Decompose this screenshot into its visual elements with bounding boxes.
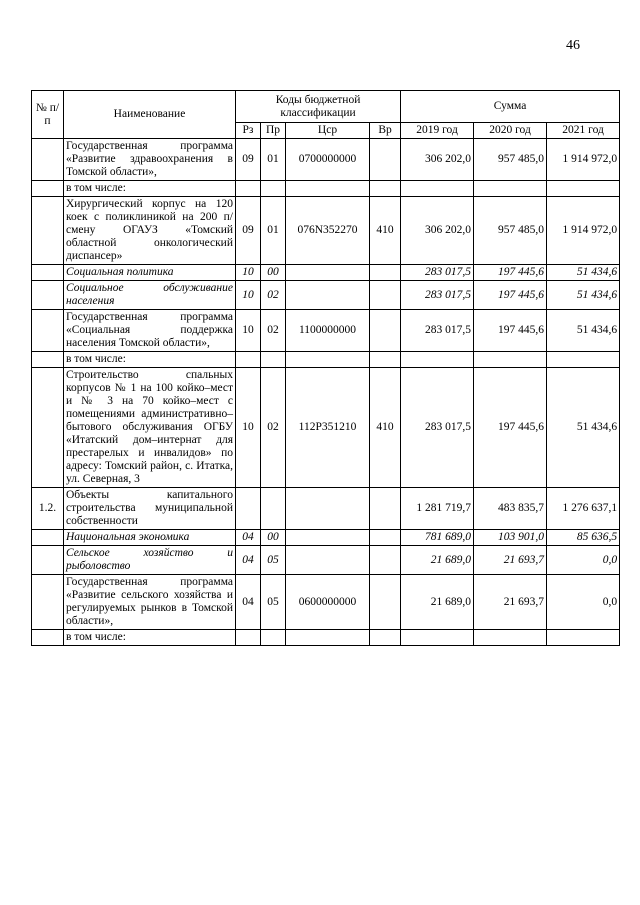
table-row <box>32 546 620 575</box>
row-name: Социальное обслуживание населения <box>64 281 236 310</box>
row-rz: 10 <box>236 310 261 352</box>
row-2020: 197 445,6 <box>474 310 547 352</box>
table-row <box>32 488 620 530</box>
row-number <box>32 139 64 181</box>
header-codes: Коды бюджетной классификации <box>236 91 401 123</box>
row-2021 <box>547 181 620 197</box>
row-csr <box>286 546 370 575</box>
row-number <box>32 630 64 646</box>
row-pr: 05 <box>261 575 286 630</box>
row-2019 <box>401 630 474 646</box>
table-row <box>32 181 620 197</box>
row-2019: 306 202,0 <box>401 197 474 265</box>
header-2019: 2019 год <box>401 123 474 139</box>
row-pr: 02 <box>261 368 286 488</box>
row-2021: 1 914 972,0 <box>547 197 620 265</box>
row-number <box>32 575 64 630</box>
row-rz: 10 <box>236 368 261 488</box>
row-2020: 957 485,0 <box>474 139 547 181</box>
row-pr <box>261 630 286 646</box>
row-number <box>32 265 64 281</box>
row-name: в том числе: <box>64 630 236 646</box>
page-number: 46 <box>566 38 580 53</box>
row-2019: 283 017,5 <box>401 310 474 352</box>
row-2021: 85 636,5 <box>547 530 620 546</box>
row-2021: 51 434,6 <box>547 265 620 281</box>
row-2020: 21 693,7 <box>474 546 547 575</box>
table-row <box>32 368 620 488</box>
row-number <box>32 530 64 546</box>
row-name: Строительство спальных корпусов № 1 на 100 койко–мест и № 3 на 70 койко–мест с помещениями административно–бытового обслуживания ОГБУ «Итатский дом–интернат для престарелых и инвалидов» по адресу: Томский район, с. Итатка, ул. Северная, 3 <box>64 368 236 488</box>
row-2021 <box>547 352 620 368</box>
row-name: в том числе: <box>64 181 236 197</box>
row-2019: 283 017,5 <box>401 265 474 281</box>
row-csr <box>286 530 370 546</box>
row-2020: 197 445,6 <box>474 281 547 310</box>
row-2020 <box>474 630 547 646</box>
row-rz <box>236 352 261 368</box>
row-name: в том числе: <box>64 352 236 368</box>
table-row <box>32 310 620 352</box>
row-vr: 410 <box>370 368 401 488</box>
row-csr: 0700000000 <box>286 139 370 181</box>
row-csr: 076N352270 <box>286 197 370 265</box>
header-name: Наименование <box>64 91 236 139</box>
row-2021: 51 434,6 <box>547 281 620 310</box>
row-number <box>32 197 64 265</box>
row-name: Социальная политика <box>64 265 236 281</box>
row-2019: 1 281 719,7 <box>401 488 474 530</box>
row-rz: 04 <box>236 530 261 546</box>
row-rz: 04 <box>236 546 261 575</box>
table-row <box>32 265 620 281</box>
row-2019: 781 689,0 <box>401 530 474 546</box>
table-row <box>32 352 620 368</box>
header-sum: Сумма <box>401 91 620 123</box>
table-row <box>32 197 620 265</box>
row-2020: 483 835,7 <box>474 488 547 530</box>
row-csr: 0600000000 <box>286 575 370 630</box>
row-number <box>32 281 64 310</box>
row-2021: 0,0 <box>547 546 620 575</box>
header-csr: Цср <box>286 123 370 139</box>
row-pr <box>261 488 286 530</box>
table-row <box>32 630 620 646</box>
row-rz <box>236 488 261 530</box>
row-vr <box>370 575 401 630</box>
row-vr <box>370 530 401 546</box>
row-2021 <box>547 630 620 646</box>
header-vr: Вр <box>370 123 401 139</box>
row-rz: 09 <box>236 197 261 265</box>
row-number <box>32 352 64 368</box>
table-row <box>32 139 620 181</box>
row-2019: 283 017,5 <box>401 281 474 310</box>
row-number <box>32 181 64 197</box>
row-name: Государственная программа «Развитие здравоохранения в Томской области», <box>64 139 236 181</box>
row-2019: 21 689,0 <box>401 575 474 630</box>
row-vr <box>370 281 401 310</box>
row-pr: 00 <box>261 530 286 546</box>
row-2019: 21 689,0 <box>401 546 474 575</box>
row-2021: 0,0 <box>547 575 620 630</box>
row-vr <box>370 265 401 281</box>
row-name: Государственная программа «Социальная поддержка населения Томской области», <box>64 310 236 352</box>
row-name: Объекты капитального строительства муниципальной собственности <box>64 488 236 530</box>
row-2019: 283 017,5 <box>401 368 474 488</box>
row-csr: 1100000000 <box>286 310 370 352</box>
row-vr <box>370 310 401 352</box>
row-2019 <box>401 352 474 368</box>
header-2020: 2020 год <box>474 123 547 139</box>
row-2021: 1 914 972,0 <box>547 139 620 181</box>
row-number <box>32 368 64 488</box>
row-number <box>32 546 64 575</box>
row-vr <box>370 488 401 530</box>
row-csr <box>286 488 370 530</box>
row-pr: 02 <box>261 310 286 352</box>
row-vr: 410 <box>370 197 401 265</box>
row-csr <box>286 181 370 197</box>
row-name: Хирургический корпус на 120 коек с поликлиникой на 200 п/смену ОГАУЗ «Томский областной онкологический диспансер» <box>64 197 236 265</box>
row-rz: 04 <box>236 575 261 630</box>
row-pr: 05 <box>261 546 286 575</box>
row-vr <box>370 630 401 646</box>
row-2020: 21 693,7 <box>474 575 547 630</box>
row-vr <box>370 352 401 368</box>
row-pr: 02 <box>261 281 286 310</box>
row-name: Сельское хозяйство и рыболовство <box>64 546 236 575</box>
row-2019 <box>401 181 474 197</box>
row-csr <box>286 352 370 368</box>
row-pr: 01 <box>261 139 286 181</box>
row-csr <box>286 630 370 646</box>
row-2020: 957 485,0 <box>474 197 547 265</box>
header-no: № п/п <box>32 91 64 139</box>
row-pr: 01 <box>261 197 286 265</box>
row-2020 <box>474 181 547 197</box>
header-2021: 2021 год <box>547 123 620 139</box>
row-rz <box>236 181 261 197</box>
table-row <box>32 530 620 546</box>
table-row <box>32 575 620 630</box>
row-vr <box>370 546 401 575</box>
row-csr <box>286 281 370 310</box>
row-pr <box>261 352 286 368</box>
row-csr: 112P351210 <box>286 368 370 488</box>
row-name: Национальная экономика <box>64 530 236 546</box>
header-rz: Рз <box>236 123 261 139</box>
header-pr: Пр <box>261 123 286 139</box>
row-2021: 51 434,6 <box>547 368 620 488</box>
row-2019: 306 202,0 <box>401 139 474 181</box>
row-2021: 51 434,6 <box>547 310 620 352</box>
row-rz <box>236 630 261 646</box>
table-row <box>32 281 620 310</box>
row-number <box>32 310 64 352</box>
row-pr <box>261 181 286 197</box>
row-csr <box>286 265 370 281</box>
row-vr <box>370 181 401 197</box>
row-rz: 10 <box>236 265 261 281</box>
row-2021: 1 276 637,1 <box>547 488 620 530</box>
row-number: 1.2. <box>32 488 64 530</box>
row-2020 <box>474 352 547 368</box>
row-pr: 00 <box>261 265 286 281</box>
row-2020: 103 901,0 <box>474 530 547 546</box>
row-2020: 197 445,6 <box>474 368 547 488</box>
budget-table <box>31 90 620 646</box>
row-name: Государственная программа «Развитие сельского хозяйства и регулируемых рынков в Томской области», <box>64 575 236 630</box>
row-rz: 10 <box>236 281 261 310</box>
row-vr <box>370 139 401 181</box>
row-2020: 197 445,6 <box>474 265 547 281</box>
row-rz: 09 <box>236 139 261 181</box>
